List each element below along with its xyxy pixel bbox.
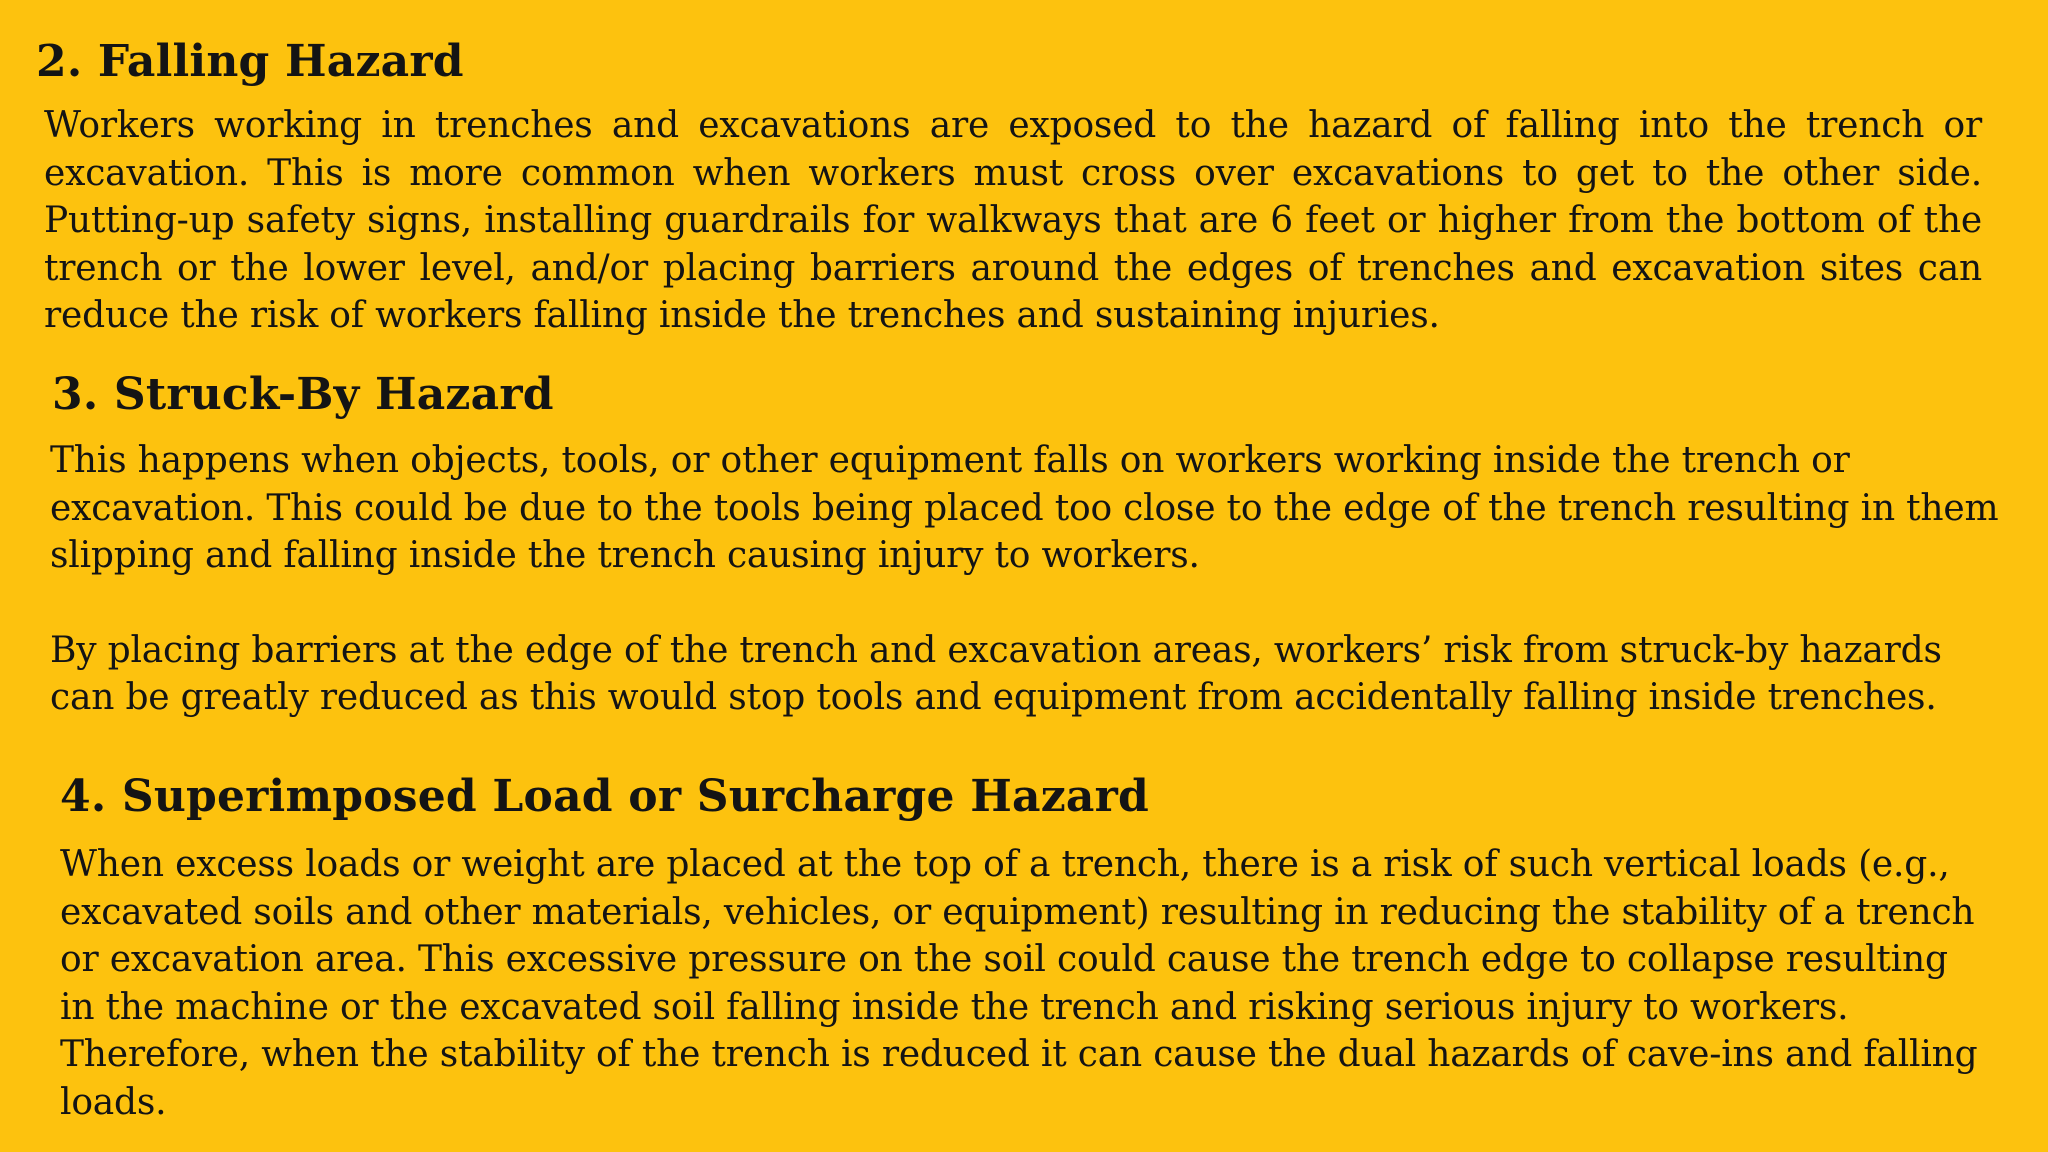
struck-by-paragraph-2: By placing barriers at the edge of the trench and excavation areas, workers’ risk from struck-by hazards can be greatly reduced as this would stop tools and equipment from accidentally falling inside trenches. bbox=[50, 629, 1942, 718]
section-falling-hazard bbox=[36, 36, 1982, 340]
heading-surcharge-hazard: 4. Superimposed Load or Surcharge Hazard bbox=[60, 771, 1149, 822]
section-struck-by-hazard bbox=[52, 369, 2002, 722]
struck-by-paragraph-1: This happens when objects, tools, or other equipment falls on workers working inside the trench or excavation. This could be due to the tools being placed too close to the edge of the trench resulting in them slipping and falling inside the trench causing injury to workers. bbox=[50, 440, 1999, 576]
surcharge-hazard-paragraph: When excess loads or weight are placed at the top of a trench, there is a risk of such vertical loads (e.g., excavated soils and other materials, vehicles, or equipment) resulting in reducing the stability of a trench or excavation area. This excessive pressure on the soil could cause the trench edge to collapse resulting in the machine or the excavated soil falling inside the trench and risking serious injury to workers. Therefore, when the stability of the trench is reduced it can cause the dual hazards of cave-ins and falling loads. bbox=[60, 844, 1978, 1123]
falling-hazard-paragraph: Workers working in trenches and excavations are exposed to the hazard of falling into the trench or excavation. This is more common when workers must cross over excavations to get to the other side. Putting-up safety signs, installing guardrails for walkways that are 6 feet or higher from the bottom of the trench or the lower level, and/or placing barriers around the edges of trenches and excavation sites can reduce the risk of workers falling inside the trenches and sustaining injuries. bbox=[44, 105, 1982, 336]
heading-struck-by-hazard: 3. Struck-By Hazard bbox=[52, 369, 554, 420]
heading-falling-hazard: 2. Falling Hazard bbox=[36, 36, 464, 87]
section-surcharge-hazard bbox=[60, 771, 1990, 1126]
